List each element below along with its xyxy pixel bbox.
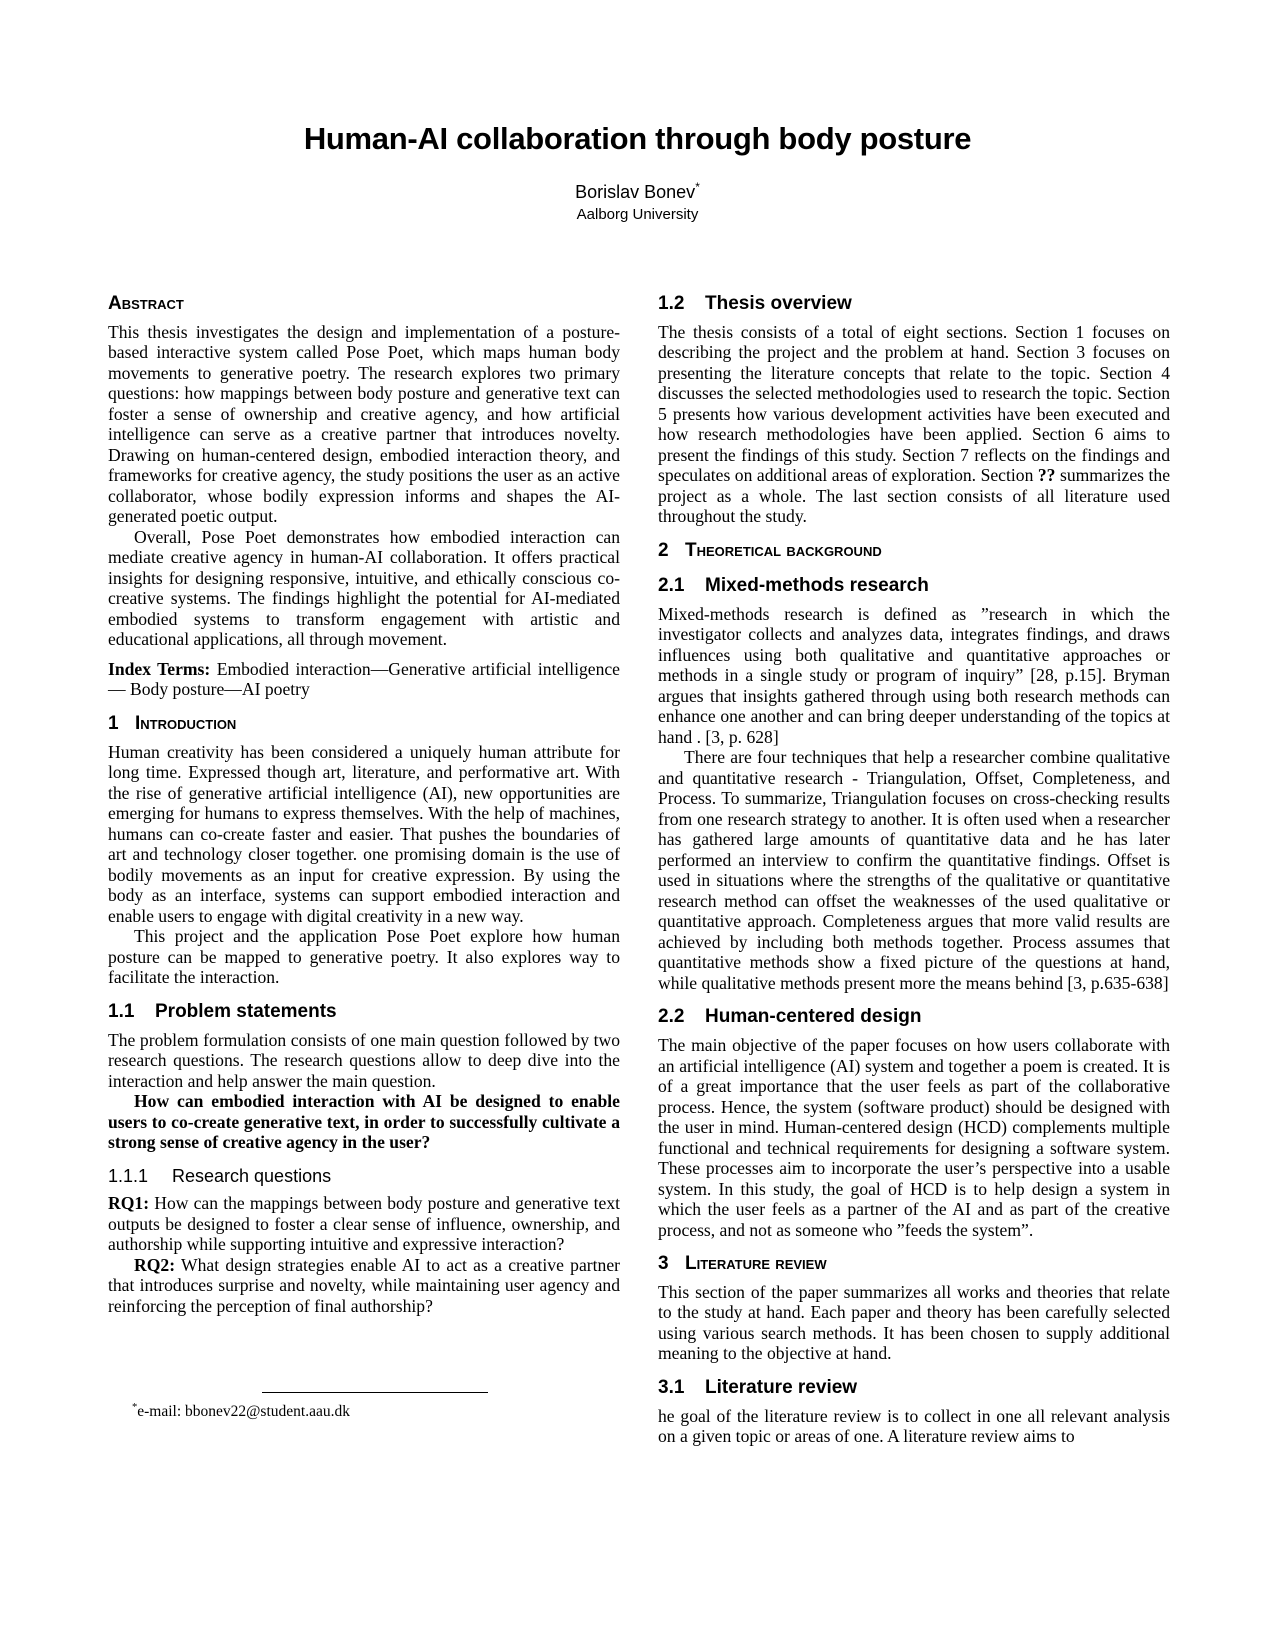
section-1-number: 1 [108, 712, 119, 734]
section-3-heading [658, 1254, 1170, 1275]
footnote-mark: * [132, 1402, 138, 1413]
rq2-label: RQ2: [134, 1254, 176, 1275]
section-1-2-number: 1.2 [658, 293, 685, 314]
section-2-title: Theoretical background [685, 539, 882, 561]
abstract-heading-label: Abstract [108, 293, 184, 314]
section-3-number: 3 [658, 1253, 669, 1275]
right-column [658, 290, 1170, 1447]
section-1-paragraph-1: Human creativity has been considered a uniquely human attribute for long time. Expressed though art, literature, and performative art. With the rise of generative artificial intelligence (AI), new opportunities are emerging for humans to express themselves. With the help of machines, humans can co-create faster and easier. That pushes the boundaries of art and technology closer together. one promising domain is the use of bodily movements as an input for creative expression. By using the body as an interface, systems can support embodied interaction and enable users to engage with digital creativity in a new way. [108, 741, 620, 926]
section-1-1-1-heading [108, 1167, 620, 1187]
author-footnote-mark: * [695, 180, 700, 194]
rq2-paragraph [108, 1255, 620, 1317]
section-1-1-heading [108, 1002, 620, 1023]
section-2-1-heading [658, 576, 1170, 597]
section-3-paragraph-1: This section of the paper summarizes all works and theories that relate to the study at hand. Each paper and theory has been carefully selected using various search methods. It has been chosen to supply additional meaning to the objective at hand. [658, 1281, 1170, 1364]
rq1-text: How can the mappings between body posture and generative text outputs be designed to foster a clear sense of influence, ownership, and authorship while supporting intuitive and expressive interaction? [108, 1193, 620, 1255]
abstract-paragraph-1: This thesis investigates the design and implementation of a posture-based interactive system called Pose Poet, which maps human body movements to generative poetry. The research explores two primary questions: how mappings between body posture and generative text can foster a sense of ownership and creative agency, and how artificial intelligence can serve as a creative partner that introduces novelty. Drawing on human-centered design, embodied interaction theory, and frameworks for creative agency, the study positions the user as an active collaborator, whose bodily expression informs and shapes the AI-generated poetic output. [108, 321, 620, 527]
section-3-1-title: Literature review [705, 1376, 858, 1398]
section-1-1-1-number: 1.1.1 [108, 1165, 149, 1186]
section-2-1-paragraph-1: Mixed-methods research is defined as ”research in which the investigator collects and analyzes data, integrates findings, and draws influences using both qualitative and quantitative approaches or methods in a single study or program of inquiry” [28, p.15]. Bryman argues that insights gathered through using both research methods can enhance one another and can bring deeper understanding of the topics at hand . [3, p. 628] [658, 603, 1170, 747]
author-text: Borislav Bonev [575, 182, 696, 202]
rq1-label: RQ1: [108, 1193, 150, 1214]
section-1-title: Introduction [135, 712, 237, 734]
section-1-1-paragraph-1: The problem formulation consists of one main question followed by two research questions. The research questions allow to deep dive into the interaction and help answer the main question. [108, 1029, 620, 1091]
section-2-2-number: 2.2 [658, 1006, 685, 1028]
section-1-heading [108, 714, 620, 735]
footnote [108, 1392, 620, 1422]
section-2-2-heading [658, 1007, 1170, 1028]
paper-title: Human-AI collaboration through body posture [303, 121, 972, 156]
thesis-overview-text-after-ref: summarizes the project as a whole. The last section consists of all literature used throughout the study. [658, 465, 1171, 527]
section-2-2-paragraph-1: The main objective of the paper focuses on how users collaborate with an artificial intelligence (AI) system and together a poem is created. It is of a great importance that the user feels as part of the collaborative process. Hence, the system (software product) should be designed with the user in mind. Human-centered design (HCD) complements multiple functional and technical requirements for designing a software system. These processes aim to incorporate the user’s perspective into a usable system. In this study, the goal of HCD is to help design a system in which the user feels as a partner of the AI and as part of the creative process, and not as someone who ”feeds the system”. [658, 1035, 1170, 1240]
section-1-2-paragraph [658, 322, 1170, 527]
section-1-2-title: Thesis overview [705, 293, 852, 314]
section-3-1-paragraph-1: he goal of the literature review is to collect in one all relevant analysis on a given topic or areas of one. A literature review aims to [658, 1405, 1170, 1447]
footnote-text [132, 1402, 620, 1422]
section-1-2-heading [658, 294, 1170, 315]
abstract-paragraph-2: Overall, Pose Poet demonstrates how embodied interaction can mediate creative agency in human-AI collaboration. It offers practical insights for designing responsive, intuitive, and ethically conscious co-creative systems. The findings highlight the potential for AI-mediated embodied systems to transform engagement with artistic and educational applications, all through movement. [108, 526, 620, 650]
left-column [108, 290, 620, 1316]
thesis-overview-text-before-ref: The thesis consists of a total of eight sections. Section 1 focuses on describing the project and the problem at hand. Section 3 focuses on presenting the literature concepts that relate to the topic. Section 4 discusses the selected methodologies used to research the topic. Section 5 presents how various development activities have been executed and how research methodologies have been applied. Section 6 aims to present the findings of this study. Section 7 reflects on the findings and speculates on additional areas of exploration. Section [658, 321, 1170, 486]
section-2-number: 2 [658, 539, 669, 561]
section-1-paragraph-2: This project and the application Pose Poet explore how human posture can be mapped to generative poetry. It also explores way to facilitate the interaction. [108, 926, 620, 988]
index-terms [108, 659, 620, 700]
footnote-email: e-mail: bbonev22@student.aau.dk [137, 1403, 350, 1421]
affiliation: Aalborg University [576, 206, 699, 223]
section-1-1-number: 1.1 [108, 1000, 135, 1022]
main-research-question: How can embodied interaction with AI be designed to enable users to co-create generative text, in order to successfully cultivate a strong sense of creative agency in the user? [108, 1091, 620, 1153]
rq2-text: What design strategies enable AI to act as a creative partner that introduces surprise and novelty, while maintaining user agency and reinforcing the perception of final authorship? [108, 1254, 620, 1316]
abstract-heading [108, 294, 620, 315]
section-2-1-paragraph-2: There are four techniques that help a researcher combine qualitative and quantitative research - Triangulation, Offset, Completeness, and Process. To summarize, Triangulation focuses on cross-checking results from one research strategy to another. It is often used when a researcher has gathered large amounts of quantitative data and he has later performed an interview to confirm the quantitative findings. Offset is used in situations where the strengths of the qualitative or quantitative research method can offset the weaknesses of the used qualitative or quantitative approach. Completeness argues that more valid results are achieved by including both methods together. Process assumes that quantitative methods show a fixed picture of the questions at hand, while qualitative methods present more the means behind [3, p.635-638] [658, 747, 1170, 993]
section-2-heading [658, 541, 1170, 562]
section-2-1-number: 2.1 [658, 574, 685, 596]
rq1-paragraph [108, 1193, 620, 1255]
section-2-2-title: Human-centered design [705, 1006, 922, 1028]
unresolved-reference: ?? [1037, 465, 1056, 486]
section-3-1-heading [658, 1378, 1170, 1399]
index-terms-text: Embodied interaction—Generative artificial intelligence— Body posture—AI poetry [108, 658, 620, 700]
section-3-1-number: 3.1 [658, 1376, 685, 1398]
section-1-1-title: Problem statements [155, 1000, 337, 1022]
section-3-title: Literature review [685, 1253, 827, 1275]
section-2-1-title: Mixed-methods research [705, 574, 929, 596]
section-1-1-1-title: Research questions [172, 1165, 332, 1186]
index-terms-label: Index Terms: [108, 658, 211, 679]
footnote-rule [262, 1392, 488, 1393]
author-name [0, 181, 1275, 203]
